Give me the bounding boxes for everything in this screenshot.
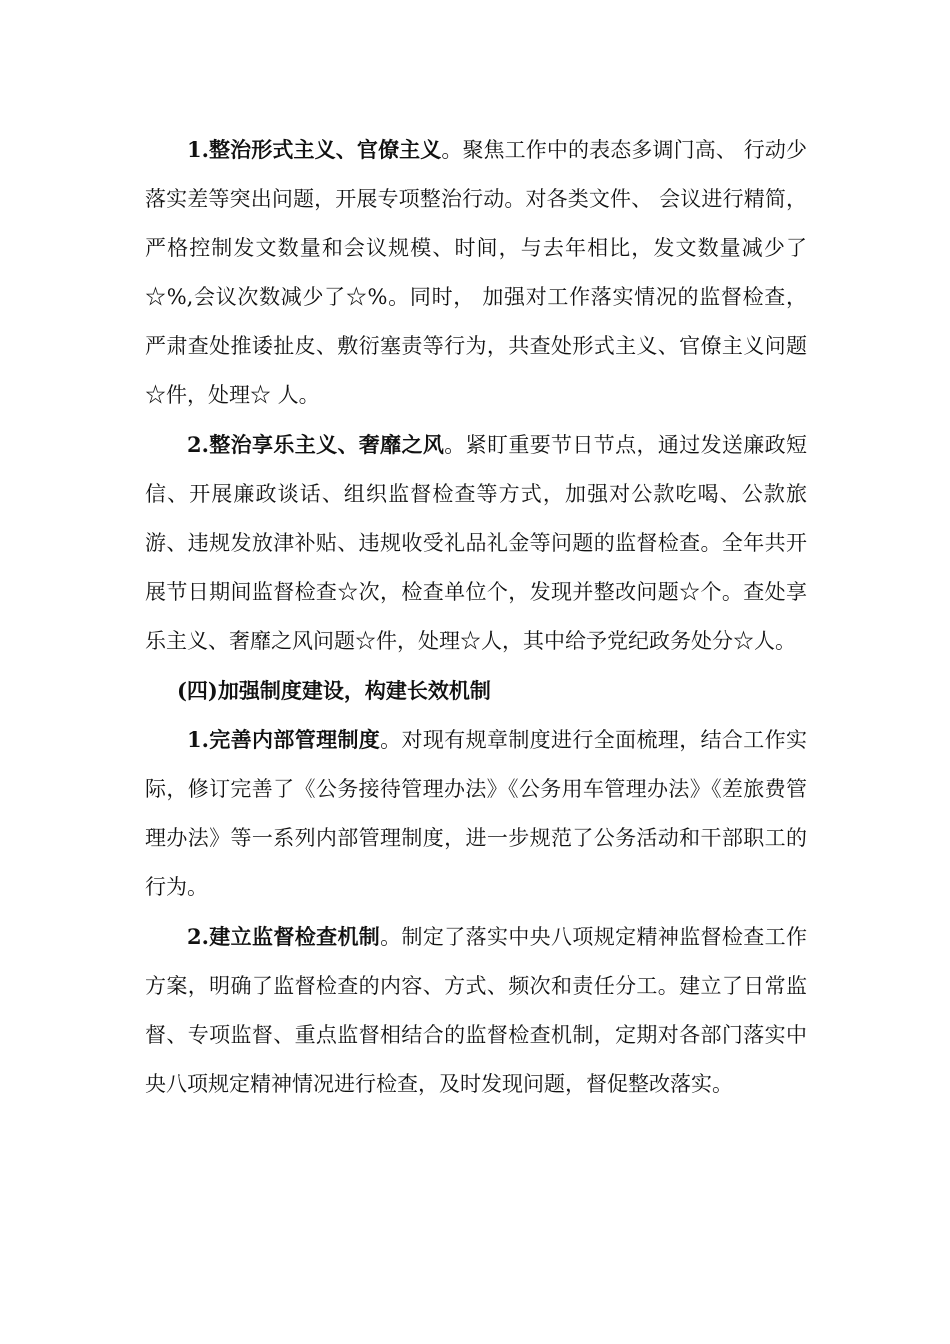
paragraph-internal-management [145,715,807,912]
paragraph-body: 。对现有规章制度进行全面梳理，结合工作实际，修订完善了《公务接待管理办法》《公务用车管理办法》《差旅费管理办法》等一系列内部管理制度，进一步规范了公务活动和干部职工的行为。 [145,728,807,899]
paragraph-body: 。紧盯重要节日节点，通过发送廉政短信、开展廉政谈话、组织监督检查等方式，加强对公款吃喝、公款旅游、违规发放津补贴、违规收受礼品礼金等问题的监督检查。全年共开展节日期间监督检查☆次，检查单位个，发现并整改问题☆个。查处享乐主义、奢靡之风问题☆件，处理☆人，其中给予党纪政务处分☆人。 [145,433,808,653]
document-page [145,125,807,1109]
paragraph-formalism [145,125,807,420]
paragraph-supervision-mechanism [145,912,807,1109]
paragraph-hedonism [145,420,807,666]
paragraph-lead: 1.完善内部管理制度 [187,727,381,752]
paragraph-body: 。制定了落实中央八项规定精神监督检查工作方案，明确了监督检查的内容、方式、频次和责任分工。建立了日常监督、专项监督、重点监督相结合的监督检查机制，定期对各部门落实中央八项规定精神情况进行检查，及时发现问题，督促整改落实。 [145,925,807,1096]
paragraph-lead: 1.整治形式主义、官僚主义 [187,137,442,162]
paragraph-lead: 2.建立监督检查机制 [187,924,381,949]
paragraph-lead: 2.整治享乐主义、奢靡之风 [187,432,445,457]
section-heading: (四)加强制度建设，构建长效机制 [177,678,491,703]
paragraph-body: 。聚焦工作中的表态多调门高、 行动少落实差等突出问题，开展专项整治行动。对各类文件、 会议进行精简，严格控制发文数量和会议规模、时间，与去年相比，发文数量减少了☆%,会议次数减少了☆%。同时， 加强对工作落实情况的监督检查，严肃查处推诿扯皮、敷衍塞责等行为，共查处形式主义、官僚主义问题☆件，处理☆ 人。 [145,138,807,407]
